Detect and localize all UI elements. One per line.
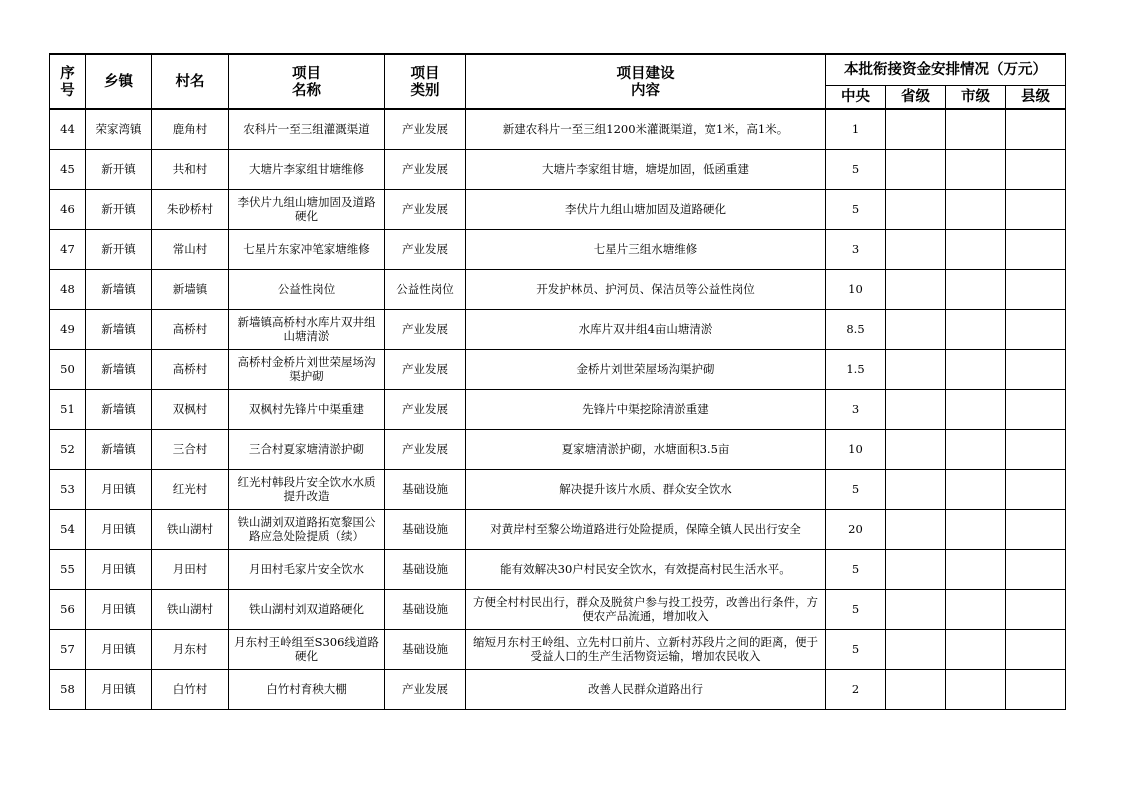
cell-central: 10 bbox=[826, 429, 886, 469]
cell-provincial bbox=[886, 309, 946, 349]
cell-seq: 47 bbox=[50, 229, 86, 269]
table-header bbox=[50, 54, 1066, 109]
cell-village: 铁山湖村 bbox=[152, 589, 229, 629]
cell-county bbox=[1006, 189, 1066, 229]
cell-city bbox=[946, 589, 1006, 629]
cell-seq: 57 bbox=[50, 629, 86, 669]
cell-village: 高桥村 bbox=[152, 349, 229, 389]
cell-central: 8.5 bbox=[826, 309, 886, 349]
cell-provincial bbox=[886, 589, 946, 629]
table-row bbox=[50, 589, 1066, 629]
table-row bbox=[50, 509, 1066, 549]
cell-provincial bbox=[886, 549, 946, 589]
cell-central: 5 bbox=[826, 629, 886, 669]
cell-project-type: 基础设施 bbox=[385, 549, 466, 589]
cell-village: 红光村 bbox=[152, 469, 229, 509]
cell-village: 高桥村 bbox=[152, 309, 229, 349]
cell-village: 新墙镇 bbox=[152, 269, 229, 309]
header-county: 县级 bbox=[1006, 85, 1066, 109]
cell-town: 新墙镇 bbox=[86, 349, 152, 389]
cell-central: 2 bbox=[826, 669, 886, 709]
cell-town: 荣家湾镇 bbox=[86, 109, 152, 149]
cell-seq: 56 bbox=[50, 589, 86, 629]
cell-seq: 53 bbox=[50, 469, 86, 509]
cell-project-name: 农科片一至三组灌溉渠道 bbox=[229, 109, 385, 149]
header-funding-group: 本批衔接资金安排情况（万元） bbox=[826, 54, 1066, 85]
cell-project-type: 基础设施 bbox=[385, 469, 466, 509]
cell-city bbox=[946, 269, 1006, 309]
cell-project-content: 李伏片九组山塘加固及道路硬化 bbox=[466, 189, 826, 229]
cell-village: 双枫村 bbox=[152, 389, 229, 429]
cell-project-name: 三合村夏家塘清淤护砌 bbox=[229, 429, 385, 469]
cell-county bbox=[1006, 109, 1066, 149]
cell-seq: 46 bbox=[50, 189, 86, 229]
cell-provincial bbox=[886, 429, 946, 469]
cell-provincial bbox=[886, 629, 946, 669]
cell-county bbox=[1006, 229, 1066, 269]
table-row bbox=[50, 109, 1066, 149]
cell-city bbox=[946, 389, 1006, 429]
cell-city bbox=[946, 189, 1006, 229]
cell-project-name: 七星片东家冲笔家塘维修 bbox=[229, 229, 385, 269]
header-central: 中央 bbox=[826, 85, 886, 109]
cell-project-name: 红光村韩段片安全饮水水质提升改造 bbox=[229, 469, 385, 509]
cell-city bbox=[946, 429, 1006, 469]
cell-project-name: 李伏片九组山塘加固及道路硬化 bbox=[229, 189, 385, 229]
table-row bbox=[50, 629, 1066, 669]
cell-project-name: 双枫村先锋片中渠重建 bbox=[229, 389, 385, 429]
cell-town: 新开镇 bbox=[86, 229, 152, 269]
cell-county bbox=[1006, 149, 1066, 189]
cell-project-type: 产业发展 bbox=[385, 189, 466, 229]
cell-project-name: 大塘片李家组甘塘维修 bbox=[229, 149, 385, 189]
table-row bbox=[50, 349, 1066, 389]
cell-village: 常山村 bbox=[152, 229, 229, 269]
header-village: 村名 bbox=[152, 54, 229, 109]
cell-town: 新墙镇 bbox=[86, 429, 152, 469]
cell-seq: 50 bbox=[50, 349, 86, 389]
cell-county bbox=[1006, 349, 1066, 389]
cell-seq: 55 bbox=[50, 549, 86, 589]
table-row bbox=[50, 149, 1066, 189]
cell-project-name: 月田村毛家片安全饮水 bbox=[229, 549, 385, 589]
cell-town: 月田镇 bbox=[86, 549, 152, 589]
cell-county bbox=[1006, 309, 1066, 349]
cell-city bbox=[946, 229, 1006, 269]
cell-town: 新墙镇 bbox=[86, 309, 152, 349]
cell-town: 新墙镇 bbox=[86, 269, 152, 309]
cell-central: 1.5 bbox=[826, 349, 886, 389]
header-seq: 序 号 bbox=[50, 54, 86, 109]
cell-town: 月田镇 bbox=[86, 469, 152, 509]
cell-city bbox=[946, 349, 1006, 389]
cell-seq: 52 bbox=[50, 429, 86, 469]
cell-project-name: 铁山湖村刘双道路硬化 bbox=[229, 589, 385, 629]
cell-project-content: 大塘片李家组甘塘，塘堤加固，低函重建 bbox=[466, 149, 826, 189]
cell-seq: 45 bbox=[50, 149, 86, 189]
table-row bbox=[50, 549, 1066, 589]
cell-county bbox=[1006, 549, 1066, 589]
cell-seq: 49 bbox=[50, 309, 86, 349]
cell-county bbox=[1006, 629, 1066, 669]
cell-project-content: 能有效解决30户村民安全饮水，有效提高村民生活水平。 bbox=[466, 549, 826, 589]
cell-town: 新开镇 bbox=[86, 189, 152, 229]
cell-city bbox=[946, 509, 1006, 549]
cell-project-type: 基础设施 bbox=[385, 629, 466, 669]
funding-table bbox=[49, 53, 1066, 710]
cell-seq: 51 bbox=[50, 389, 86, 429]
header-provincial: 省级 bbox=[886, 85, 946, 109]
cell-county bbox=[1006, 429, 1066, 469]
cell-central: 10 bbox=[826, 269, 886, 309]
cell-project-type: 产业发展 bbox=[385, 389, 466, 429]
cell-project-content: 方便全村村民出行，群众及脱贫户参与投工投劳，改善出行条件，方便农产品流通，增加收入 bbox=[466, 589, 826, 629]
cell-project-type: 产业发展 bbox=[385, 429, 466, 469]
cell-project-name: 白竹村育秧大棚 bbox=[229, 669, 385, 709]
table-row bbox=[50, 229, 1066, 269]
cell-central: 5 bbox=[826, 589, 886, 629]
header-project-content: 项目建设 内容 bbox=[466, 54, 826, 109]
table-row bbox=[50, 189, 1066, 229]
cell-project-content: 对黄岸村至黎公坳道路进行处险提质，保障全镇人民出行安全 bbox=[466, 509, 826, 549]
cell-seq: 44 bbox=[50, 109, 86, 149]
cell-project-type: 基础设施 bbox=[385, 509, 466, 549]
cell-provincial bbox=[886, 509, 946, 549]
cell-town: 月田镇 bbox=[86, 509, 152, 549]
cell-project-content: 开发护林员、护河员、保洁员等公益性岗位 bbox=[466, 269, 826, 309]
cell-county bbox=[1006, 669, 1066, 709]
cell-village: 月东村 bbox=[152, 629, 229, 669]
cell-provincial bbox=[886, 149, 946, 189]
header-project-name: 项目 名称 bbox=[229, 54, 385, 109]
table-row bbox=[50, 389, 1066, 429]
cell-county bbox=[1006, 469, 1066, 509]
cell-central: 3 bbox=[826, 229, 886, 269]
cell-central: 1 bbox=[826, 109, 886, 149]
cell-project-name: 高桥村金桥片刘世荣屋场沟渠护砌 bbox=[229, 349, 385, 389]
cell-city bbox=[946, 309, 1006, 349]
cell-central: 5 bbox=[826, 189, 886, 229]
cell-village: 铁山湖村 bbox=[152, 509, 229, 549]
cell-county bbox=[1006, 589, 1066, 629]
cell-project-type: 产业发展 bbox=[385, 149, 466, 189]
cell-seq: 54 bbox=[50, 509, 86, 549]
cell-project-type: 产业发展 bbox=[385, 669, 466, 709]
cell-provincial bbox=[886, 109, 946, 149]
cell-project-type: 产业发展 bbox=[385, 349, 466, 389]
cell-provincial bbox=[886, 469, 946, 509]
cell-city bbox=[946, 469, 1006, 509]
cell-project-type: 公益性岗位 bbox=[385, 269, 466, 309]
header-town: 乡镇 bbox=[86, 54, 152, 109]
table-body bbox=[50, 109, 1066, 709]
cell-town: 新开镇 bbox=[86, 149, 152, 189]
cell-project-name: 新墙镇高桥村水库片双井组山塘清淤 bbox=[229, 309, 385, 349]
cell-project-content: 改善人民群众道路出行 bbox=[466, 669, 826, 709]
cell-project-type: 产业发展 bbox=[385, 109, 466, 149]
cell-village: 朱砂桥村 bbox=[152, 189, 229, 229]
cell-town: 月田镇 bbox=[86, 589, 152, 629]
cell-town: 月田镇 bbox=[86, 629, 152, 669]
table-row bbox=[50, 669, 1066, 709]
cell-village: 鹿角村 bbox=[152, 109, 229, 149]
header-project-type: 项目 类别 bbox=[385, 54, 466, 109]
cell-project-content: 解决提升该片水质、群众安全饮水 bbox=[466, 469, 826, 509]
cell-central: 5 bbox=[826, 149, 886, 189]
cell-city bbox=[946, 549, 1006, 589]
cell-village: 共和村 bbox=[152, 149, 229, 189]
cell-project-content: 先锋片中渠挖除清淤重建 bbox=[466, 389, 826, 429]
cell-village: 三合村 bbox=[152, 429, 229, 469]
cell-project-type: 产业发展 bbox=[385, 309, 466, 349]
table-row bbox=[50, 429, 1066, 469]
cell-provincial bbox=[886, 669, 946, 709]
cell-provincial bbox=[886, 229, 946, 269]
cell-project-name: 月东村王岭组至S306线道路硬化 bbox=[229, 629, 385, 669]
cell-project-name: 铁山湖刘双道路拓宽黎国公路应急处险提质（续） bbox=[229, 509, 385, 549]
cell-city bbox=[946, 109, 1006, 149]
cell-provincial bbox=[886, 189, 946, 229]
cell-county bbox=[1006, 269, 1066, 309]
cell-project-content: 水库片双井组4亩山塘清淤 bbox=[466, 309, 826, 349]
cell-central: 5 bbox=[826, 469, 886, 509]
cell-central: 3 bbox=[826, 389, 886, 429]
cell-central: 5 bbox=[826, 549, 886, 589]
cell-county bbox=[1006, 509, 1066, 549]
cell-town: 新墙镇 bbox=[86, 389, 152, 429]
cell-provincial bbox=[886, 389, 946, 429]
cell-city bbox=[946, 629, 1006, 669]
table-row bbox=[50, 469, 1066, 509]
cell-project-name: 公益性岗位 bbox=[229, 269, 385, 309]
cell-project-content: 金桥片刘世荣屋场沟渠护砌 bbox=[466, 349, 826, 389]
header-city: 市级 bbox=[946, 85, 1006, 109]
table-row bbox=[50, 269, 1066, 309]
cell-town: 月田镇 bbox=[86, 669, 152, 709]
cell-provincial bbox=[886, 269, 946, 309]
cell-city bbox=[946, 669, 1006, 709]
cell-seq: 48 bbox=[50, 269, 86, 309]
cell-city bbox=[946, 149, 1006, 189]
cell-county bbox=[1006, 389, 1066, 429]
cell-project-type: 产业发展 bbox=[385, 229, 466, 269]
cell-project-content: 缩短月东村王岭组、立先村口前片、立新村苏段片之间的距离，便于受益人口的生产生活物资运输，增加农民收入 bbox=[466, 629, 826, 669]
cell-project-content: 夏家塘清淤护砌，水塘面积3.5亩 bbox=[466, 429, 826, 469]
cell-village: 白竹村 bbox=[152, 669, 229, 709]
cell-project-type: 基础设施 bbox=[385, 589, 466, 629]
cell-provincial bbox=[886, 349, 946, 389]
table-row bbox=[50, 309, 1066, 349]
cell-village: 月田村 bbox=[152, 549, 229, 589]
cell-project-content: 七星片三组水塘维修 bbox=[466, 229, 826, 269]
cell-project-content: 新建农科片一至三组1200米灌溉渠道，宽1米，高1米。 bbox=[466, 109, 826, 149]
cell-seq: 58 bbox=[50, 669, 86, 709]
cell-central: 20 bbox=[826, 509, 886, 549]
